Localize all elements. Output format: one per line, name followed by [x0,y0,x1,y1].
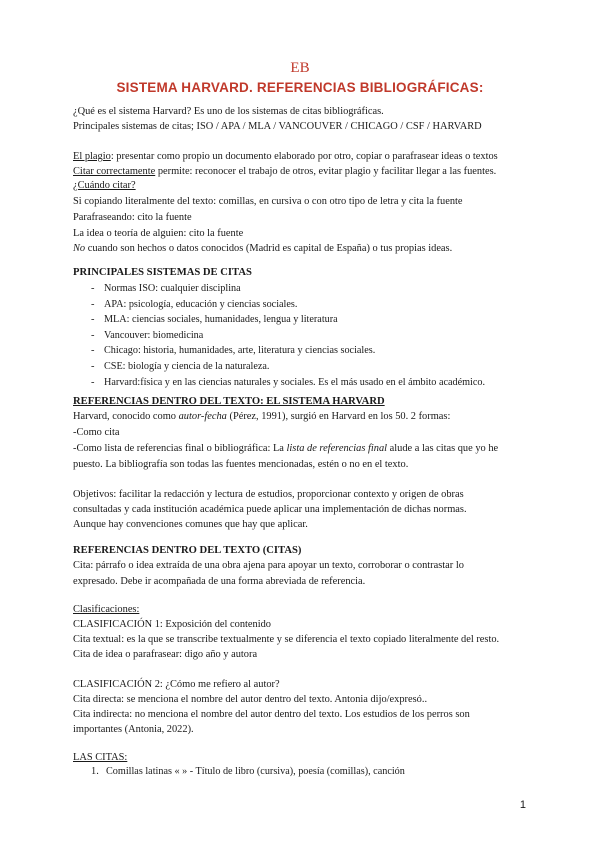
clasificacion-1-heading: CLASIFICACIÓN 1: Exposición del contenido [73,619,271,630]
list-item: APA: psicología, educación y ciencias sociales. [104,299,298,310]
bullet-dash: - [91,377,95,388]
list-item: CSE: biología y ciencia de la naturaleza. [104,361,270,372]
citas-line: Cita: párrafo o idea extraída de una obra ajena para apoyar un texto, corroborar o contrastar lo [73,560,464,571]
clasificacion-1-line: Cita de idea o parafrasear: digo año y autora [73,649,258,660]
harvard-line: puesto. La bibliografía son todas las fuentes mencionadas, estén o no en el texto. [73,459,409,470]
cuando-line: La idea o teoría de alguien: cito la fuente [73,228,244,239]
list-item: Normas ISO: cualquier disciplina [104,283,241,294]
las-citas-heading: LAS CITAS: [73,752,128,763]
clasificacion-2-line: importantes (Antonia, 2022). [73,724,194,735]
harvard-text: -Como lista de referencias final o bibliográfica: La [73,443,287,454]
harvard-text: Harvard, conocido como [73,411,179,422]
sistemas-heading: PRINCIPALES SISTEMAS DE CITAS [73,267,252,278]
bullet-dash: - [91,361,95,372]
list-item: Chicago: historia, humanidades, arte, literatura y ciencias sociales. [104,345,376,356]
objetivos-line: consultadas y cada institución académica puede aplicar una implementación de dichas normas. [73,504,467,515]
clasificacion-2-line: Cita indirecta: no menciona el nombre del autor dentro del texto. Los estudios de los perros son [73,709,470,720]
list-number: 1. [91,766,99,777]
bullet-dash: - [91,283,95,294]
citar-line [73,164,496,179]
citar-text: permite: reconocer el trabajo de otros, evitar plagio y facilitar llegar a las fuentes. [155,166,497,177]
citar-term: Citar correctamente [73,166,156,177]
bullet-dash: - [91,330,95,341]
harvard-heading: REFERENCIAS DENTRO DEL TEXTO: EL SISTEMA HARVARD [73,396,385,407]
intro-line: ¿Qué es el sistema Harvard? Es uno de los sistemas de citas bibliográficas. [73,106,384,117]
clasificacion-2-heading: CLASIFICACIÓN 2: ¿Cómo me refiero al autor? [73,679,280,690]
page-title: SISTEMA HARVARD. REFERENCIAS BIBLIOGRÁFICAS: [116,80,484,95]
objetivos-line: Aunque hay convenciones comunes que hay que aplicar. [73,519,308,530]
list-item: MLA: ciencias sociales, humanidades, lengua y literatura [104,314,338,325]
no-text: cuando son hechos o datos conocidos (Madrid es capital de España) o tus propias ideas. [85,243,453,254]
cuando-citar-heading: ¿Cuándo citar? [73,180,136,191]
no-word: No [73,243,86,254]
citas-line: expresado. Debe ir acompañada de una forma abreviada de referencia. [73,576,366,587]
clasificaciones-heading: Clasificaciones: [73,604,140,615]
clasificacion-2-line: Cita directa: se menciona el nombre del autor dentro del texto. Antonia dijo/expresó.. [73,694,428,705]
bullet-dash: - [91,299,95,310]
intro-line: Principales sistemas de citas; ISO / APA / MLA / VANCOUVER / CHICAGO / CSF / HARVARD [73,121,482,132]
list-item: Comillas latinas « » - Título de libro (cursiva), poesía (comillas), canción [106,766,405,777]
lista-term: lista de referencias final [286,443,388,454]
autor-fecha-term: autor-fecha [178,411,227,422]
clasificacion-1-line: Cita textual: es la que se transcribe textualmente y se diferencia el texto copiado literalmente del resto. [73,634,500,645]
page-number: 1 [519,799,526,811]
harvard-text: alude a las citas que yo he [387,443,499,454]
list-item: Vancouver: biomedicina [104,330,204,341]
bullet-dash: - [91,314,95,325]
list-item: Harvard:física y en las ciencias naturales y sociales. Es el más usado en el ámbito académico. [104,377,486,388]
harvard-line [73,441,498,456]
plagio-text: : presentar como propio un documento elaborado por otro, copiar o parafrasear ideas o textos [110,151,498,162]
citas-heading: REFERENCIAS DENTRO DEL TEXTO (CITAS) [73,545,302,556]
plagio-line [73,149,498,164]
cuando-line: Si copiando literalmente del texto: comillas, en cursiva o con otro tipo de letra y cita la fuente [73,196,463,207]
eb-header: EB [290,60,310,76]
harvard-line [73,409,450,424]
bullet-dash: - [91,345,95,356]
objetivos-line: Objetivos: facilitar la redacción y lectura de estudios, proporcionar contexto y origen de obras [73,489,464,500]
harvard-text: (Pérez, 1991), surgió en Harvard en los 50. 2 formas: [226,411,451,422]
cuando-line: Parafraseando: cito la fuente [73,212,192,223]
cuando-line [73,241,452,256]
plagio-term: El plagio [73,151,111,162]
harvard-line: -Como cita [73,427,120,438]
